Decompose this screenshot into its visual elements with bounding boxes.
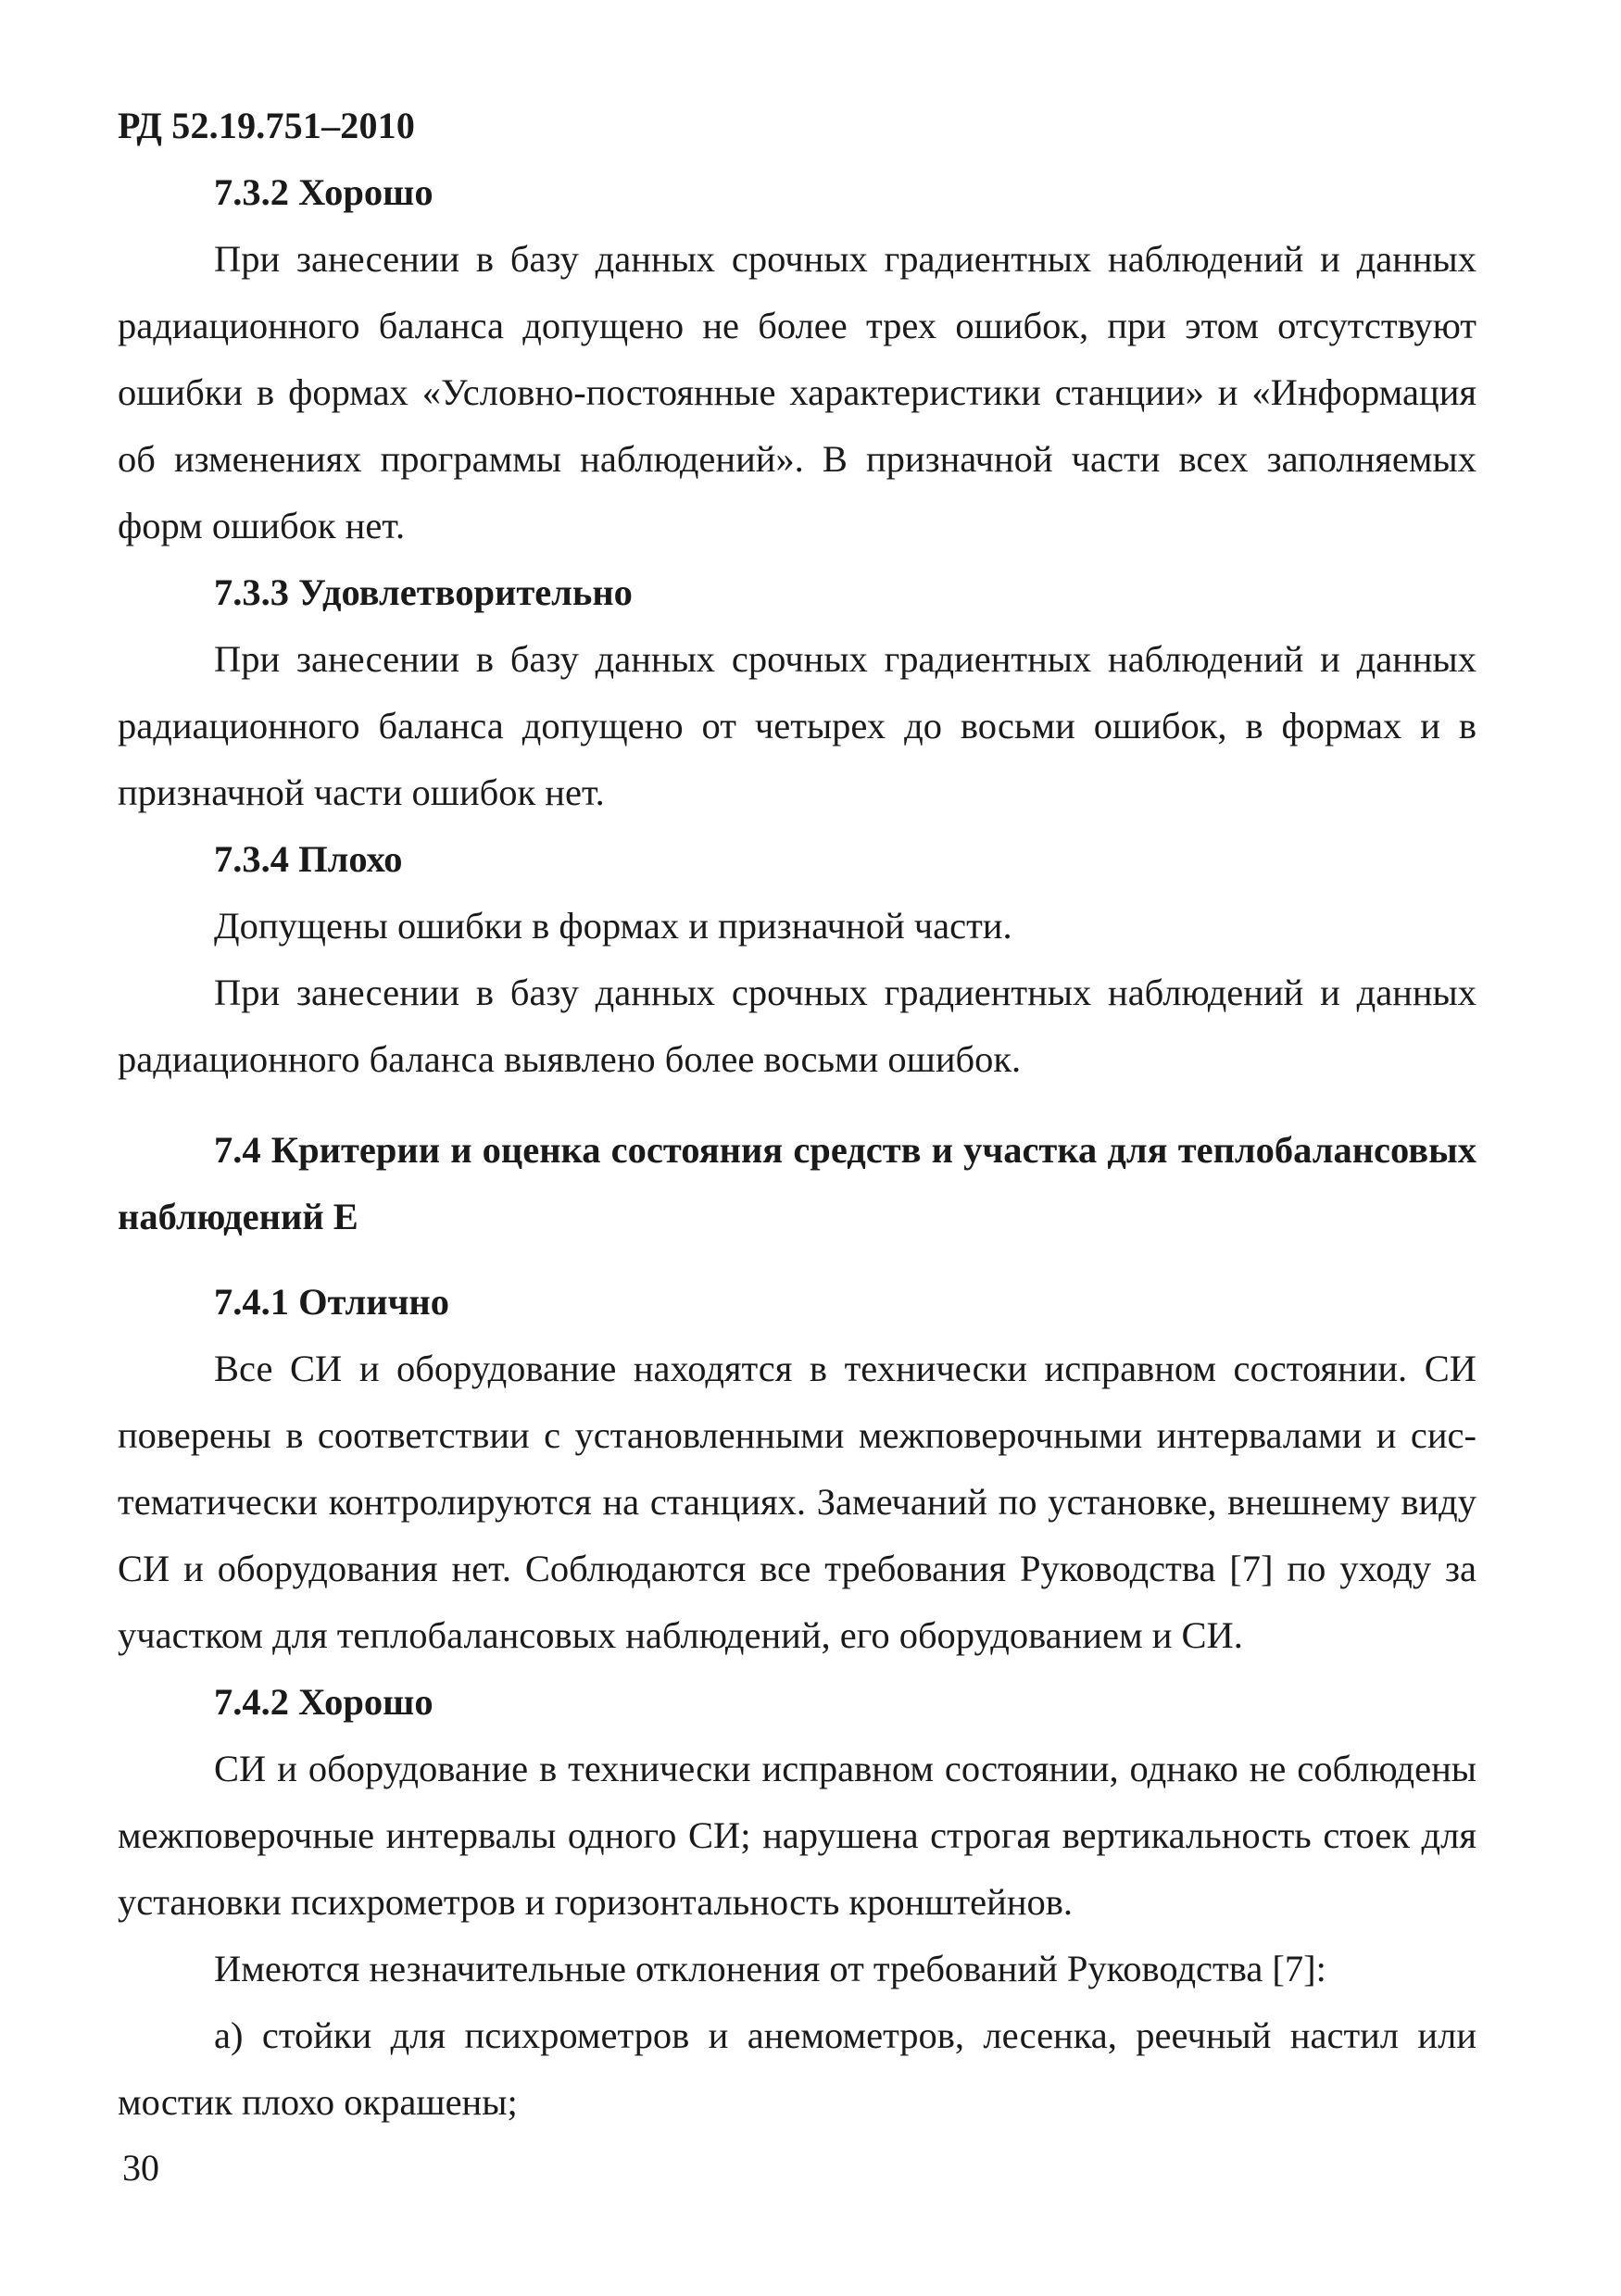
section-heading-7-4: 7.4 Критерии и оценка состояния средств и участка для теплобалансовых наблюдений Е	[118, 1129, 1476, 1237]
paragraph-7-3-4-a: Допущены ошибки в формах и призначной части.	[214, 905, 1012, 947]
heading-7-3-2: 7.3.2 Хорошо	[214, 171, 434, 213]
paragraph-7-3-3: При занесении в базу данных срочных градиентных наблюдений и данных радиационного баланса допущено от четырех до восьми ошибок, в формах и в призначной части ошибок нет.	[118, 638, 1476, 813]
heading-7-4-1: 7.4.1 Отлично	[214, 1281, 449, 1323]
paragraph-7-4-2-b: Имеются незначительные отклонения от требований Руководства [7]:	[214, 1948, 1326, 1989]
heading-7-4-2: 7.4.2 Хорошо	[214, 1681, 434, 1723]
paragraph-7-4-2-c: а) стойки для психрометров и анемометров, лесенка, реечный настил или мостик плохо окрашены;	[118, 2014, 1476, 2123]
document-body	[118, 159, 1476, 2136]
heading-7-3-3: 7.3.3 Удовлетворительно	[214, 571, 633, 613]
paragraph-7-3-2: При занесении в базу данных срочных градиентных наблюдений и данных радиационного баланса допущено не более трех ошибок, при этом отсутствуют ошибки в формах «Условно-постоянные характеристики станции» и «Информация об изменениях программы наблюдений». В призначной части всех заполняемых форм ошибок нет.	[118, 238, 1476, 546]
paragraph-7-4-1: Все СИ и оборудование находятся в технически исправном состоянии. СИ поверены в соответствии с установленными межповерочными интервалами и систематически контролируются на станциях. Замечаний по установке, внешнему виду СИ и оборудования нет. Соблюдаются все требования Руководства [7] по уходу за участком для теплобалансовых наблюдений, его оборудованием и СИ.	[118, 1348, 1476, 1656]
paragraph-7-3-4-b: При занесении в базу данных срочных градиентных наблюдений и данных радиационного баланса выявлено более восьми ошибок.	[118, 972, 1476, 1080]
document-code: РД 52.19.751–2010	[118, 105, 416, 146]
page-number: 30	[122, 2147, 159, 2189]
heading-7-3-4: 7.3.4 Плохо	[214, 838, 403, 880]
paragraph-7-4-2-a: СИ и оборудование в технически исправном состоянии, однако не соблюдены межповерочные интервалы одного СИ; нарушена строгая вертикальность стоек для установки психрометров и горизонтальность кронштейнов.	[118, 1748, 1476, 1923]
section-spacer	[118, 1250, 1476, 1269]
section-spacer	[118, 1093, 1476, 1117]
